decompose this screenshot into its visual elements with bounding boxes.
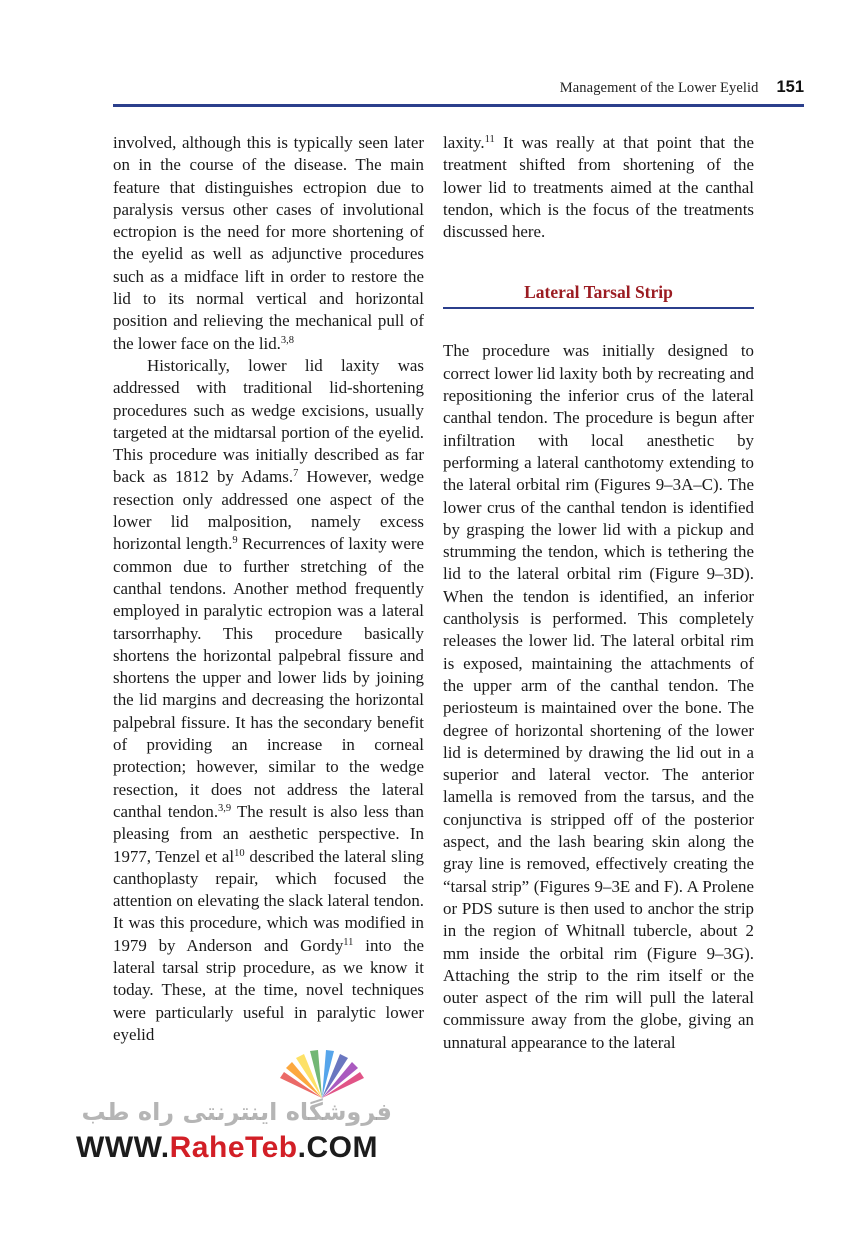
section-heading: Lateral Tarsal Strip (443, 281, 754, 309)
left-column (113, 132, 424, 1046)
paragraph: laxity.$^{11}$ It was really at that point that the treatment shifted from shortening of the lower lid to treatments aimed at the canthal tendon, which is the focus of the treatments discussed here. (443, 133, 754, 242)
header-rule (113, 104, 804, 107)
citation: 10 (234, 847, 245, 859)
citation: 11 (343, 936, 354, 948)
paragraph: The procedure was initially designed to correct lower lid laxity both by recreating and repositioning the inferior crus of the lateral canthal tendon. The procedure is begun after infiltration with local anesthetic by performing a lateral canthotomy extending to the lateral orbital rim (Figures 9–3A–C). The lower crus of the canthal tendon is identified by grasping the lower lid with a pickup and strumming the tendon, which is tethering the lid to the lateral orbital rim (Figure 9–3D). When the tendon is identified, an inferior cantholysis is performed. This completely releases the lower lid. The lateral orbital rim is exposed, maintaining the attachments of the upper arm of the canthal tendon. The periosteum is maintained over the bone. The degree of horizontal shortening of the lower lid is determined by drawing the lid out in a superior and lateral vector. The anterior lamella is removed from the tarsus, and the conjunctiva is stripped off of the posterior aspect, and the lash bearing skin along the gray line is removed, effectively creating the “tarsal strip” (Figures 9–3E and F). A Prolene or PDS suture is then used to anchor the strip in the region of Whitnall tubercle, about 2 mm inside the orbital rim (Figure 9–3G). Attaching the strip to the rim itself or the outer aspect of the rim will pull the lateral commissure away from the globe, giving an unnatural appearance to the lateral (443, 341, 754, 1052)
paragraph: Historically, lower lid laxity was addressed with traditional lid-shortening procedures such as wedge excisions, usually targeted at the midtarsal portion of the eyelid. This procedure was initially described as far back as 1812 by Adams.$^7$ However, wedge resection only addressed one aspect of the lower lid malposition, namely excess horizontal length.$^9$ Recurrences of laxity were common due to further stretching of the canthal tendons. Another method frequently employed in paralytic ectropion was a lateral tarsorrhaphy. This procedure basically shortens the horizontal palpebral fissure and shortens the upper and lower lids by joining the lid margins and decreasing the horizontal palpebral fissure. It has the secondary benefit of providing an increase in corneal protection; however, similar to the wedge resection, it does not address the lateral canthal tendon.$^{3,9}$ The result is also less than pleasing from an aesthetic perspective. In 1977, Tenzel et $al^{10}$ described the lateral sling canthoplasty repair, which focused the attention on elevating the slack lateral tendon. It was this procedure, which was modified in 1979 by Anderson and Gordy$^{11}$ into the lateral tarsal strip procedure, as we know it today. These, at the time, novel techniques were particularly useful in paralytic lower eyelid (113, 355, 424, 1044)
watermark-persian-text: فروشگاه اینترنتی راه طب (81, 1098, 392, 1126)
citation: 11 (484, 134, 495, 145)
watermark-url: WWW.RaheTeb.COM (76, 1131, 378, 1164)
citation: 3,9 (218, 802, 232, 814)
citation: 3,8 (280, 334, 295, 346)
citation: 9 (232, 535, 238, 547)
watermark (72, 1048, 392, 1168)
running-title: Management of the Lower Eyelid (559, 80, 759, 96)
right-column (443, 132, 754, 1054)
fan-logo-icon (272, 1048, 372, 1100)
paragraph: involved, although this is typically seen later on in the course of the disease. The main feature that distinguishes ectropion due to paralysis versus other cases of involutional ectropion is the need for more shortening of the eyelid as well as adjunctive procedures such as a midface lift in order to restore the lid to its normal vertical and horizontal position and relieving the mechanical pull of the lower face on the lid.$^{3,8}$ (113, 133, 424, 353)
page-number: 151 (776, 78, 804, 96)
citation: 7 (293, 468, 299, 480)
running-header (113, 78, 804, 100)
